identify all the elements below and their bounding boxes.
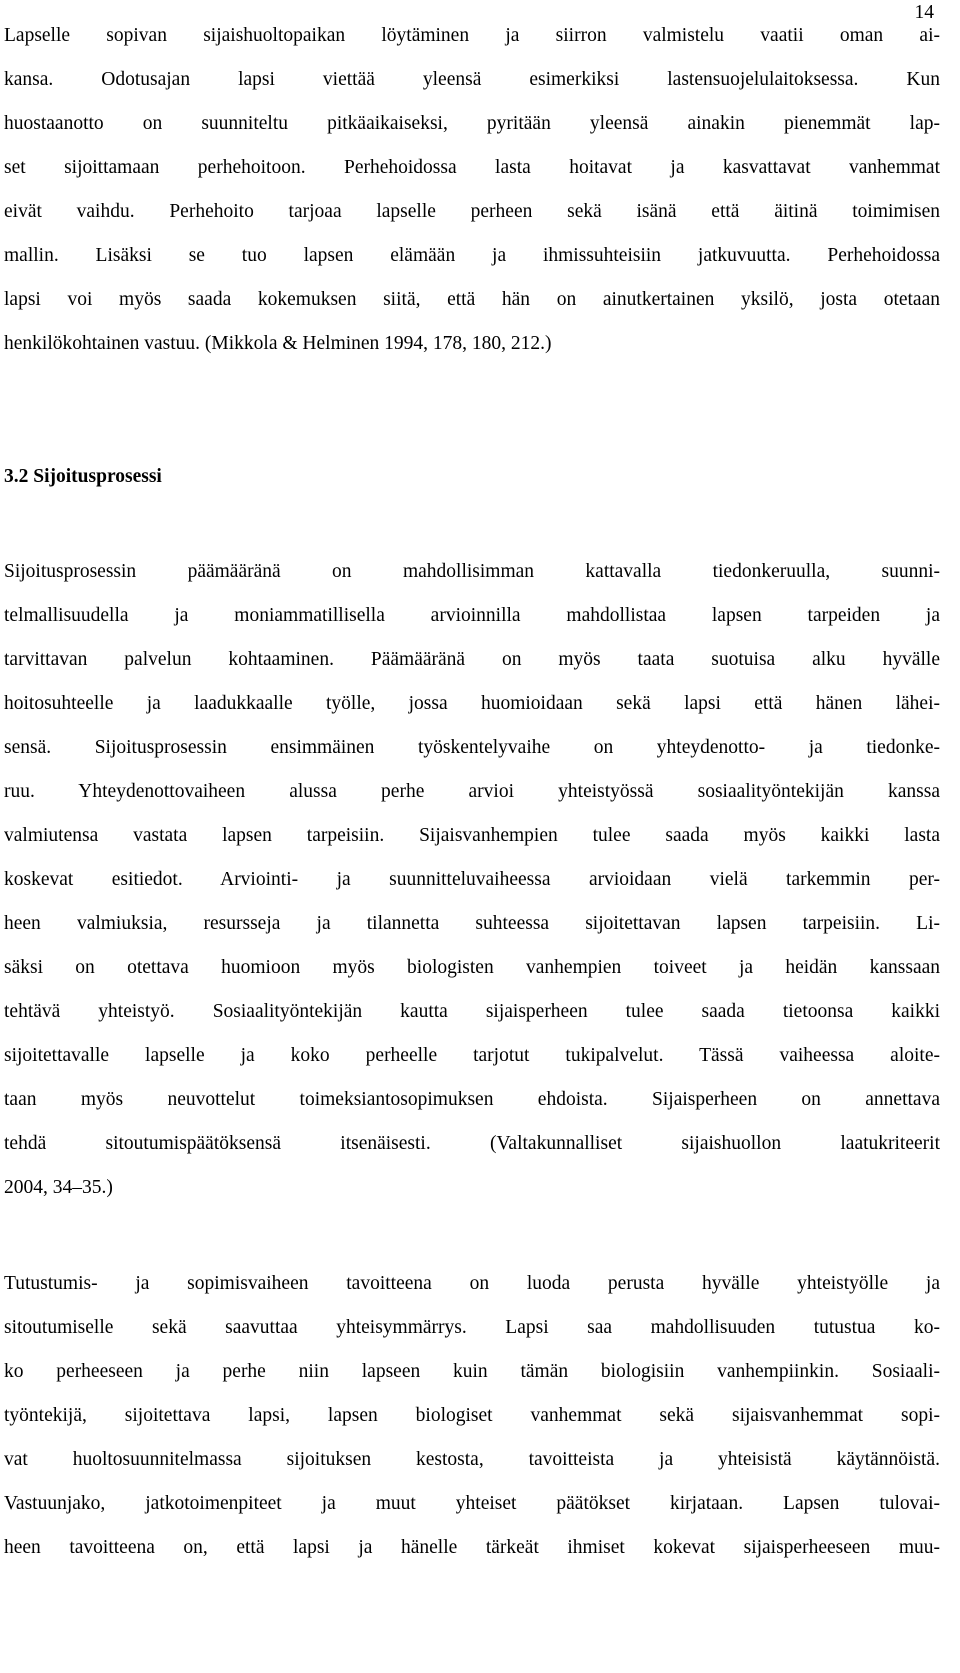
paragraph-2 — [4, 550, 940, 1210]
text-line: työntekijä, sijoitettava lapsi, lapsen biologiset vanhemmat sekä sijaisvanhemmat sopi- — [4, 1405, 940, 1426]
text-line: tehtävä yhteistyö. Sosiaalityöntekijän kautta sijaisperheen tulee saada tietoonsa kaikki — [4, 1001, 940, 1022]
text-line: sensä. Sijoitusprosessin ensimmäinen työskentelyvaihe on yhteydenotto- ja tiedonke- — [4, 737, 940, 758]
paragraph-1 — [4, 14, 940, 366]
text-line: tehdä sitoutumispäätöksensä itsenäisesti. (Valtakunnalliset sijaishuollon laatukriteerit — [4, 1133, 940, 1154]
paragraph-3 — [4, 1262, 940, 1570]
text-line: heen tavoitteena on, että lapsi ja hänelle tärkeät ihmiset kokevat sijaisperheeseen muu- — [4, 1537, 940, 1558]
text-line: Lapselle sopivan sijaishuoltopaikan löytäminen ja siirron valmistelu vaatii oman ai- — [4, 25, 940, 46]
text-line: Vastuunjako, jatkotoimenpiteet ja muut yhteiset päätökset kirjataan. Lapsen tulovai- — [4, 1493, 940, 1514]
text-line: Sijoitusprosessin päämääränä on mahdollisimman kattavalla tiedonkeruulla, suunni- — [4, 561, 940, 582]
text-line: eivät vaihdu. Perhehoito tarjoaa lapselle perheen sekä isänä että äitinä toimimisen — [4, 201, 940, 222]
text-line: sitoutumiselle sekä saavuttaa yhteisymmärrys. Lapsi saa mahdollisuuden tutustua ko- — [4, 1317, 940, 1338]
text-line: huostaanotto on suunniteltu pitkäaikaiseksi, pyritään yleensä ainakin pienemmät lap- — [4, 113, 940, 134]
text-line: mallin. Lisäksi se tuo lapsen elämään ja ihmissuhteisiin jatkuvuutta. Perhehoidossa — [4, 245, 940, 266]
text-line: taan myös neuvottelut toimeksiantosopimuksen ehdoista. Sijaisperheen on annettava — [4, 1089, 940, 1110]
text-line: vat huoltosuunnitelmassa sijoituksen kestosta, tavoitteista ja yhteisistä käytännöistä. — [4, 1449, 940, 1470]
text-line: ruu. Yhteydenottovaiheen alussa perhe arvioi yhteistyössä sosiaalityöntekijän kanssa — [4, 781, 940, 802]
text-line: valmiutensa vastata lapsen tarpeisiin. Sijaisvanhempien tulee saada myös kaikki lasta — [4, 825, 940, 846]
text-line: Tutustumis- ja sopimisvaiheen tavoitteena on luoda perusta hyvälle yhteistyölle ja — [4, 1273, 940, 1294]
text-line: telmallisuudella ja moniammatillisella arvioinnilla mahdollistaa lapsen tarpeiden ja — [4, 605, 940, 626]
text-line: hoitosuhteelle ja laadukkaalle työlle, jossa huomioidaan sekä lapsi että hänen lähei- — [4, 693, 940, 714]
text-line: sijoitettavalle lapselle ja koko perheelle tarjotut tukipalvelut. Tässä vaiheessa aloite- — [4, 1045, 940, 1066]
text-line: set sijoittamaan perhehoitoon. Perhehoidossa lasta hoitavat ja kasvattavat vanhemmat — [4, 157, 940, 178]
text-line: koskevat esitiedot. Arviointi- ja suunnitteluvaiheessa arvioidaan vielä tarkemmin per- — [4, 869, 940, 890]
text-line: lapsi voi myös saada kokemuksen siitä, että hän on ainutkertainen yksilö, josta otetaan — [4, 289, 940, 310]
text-line: kansa. Odotusajan lapsi viettää yleensä esimerkiksi lastensuojelulaitoksessa. Kun — [4, 69, 940, 90]
text-line: 2004, 34–35.) — [4, 1177, 113, 1198]
page-number: 14 — [914, 2, 934, 23]
section-heading: 3.2 Sijoitusprosessi — [4, 466, 162, 487]
text-line: henkilökohtainen vastuu. (Mikkola & Helminen 1994, 178, 180, 212.) — [4, 333, 552, 354]
text-line: tarvittavan palvelun kohtaaminen. Päämääränä on myös taata suotuisa alku hyvälle — [4, 649, 940, 670]
text-line: heen valmiuksia, resursseja ja tilannetta suhteessa sijoitettavan lapsen tarpeisiin. Li- — [4, 913, 940, 934]
text-line: säksi on otettava huomioon myös biologisten vanhempien toiveet ja heidän kanssaan — [4, 957, 940, 978]
text-line: ko perheeseen ja perhe niin lapseen kuin tämän biologisiin vanhempiinkin. Sosiaali- — [4, 1361, 940, 1382]
